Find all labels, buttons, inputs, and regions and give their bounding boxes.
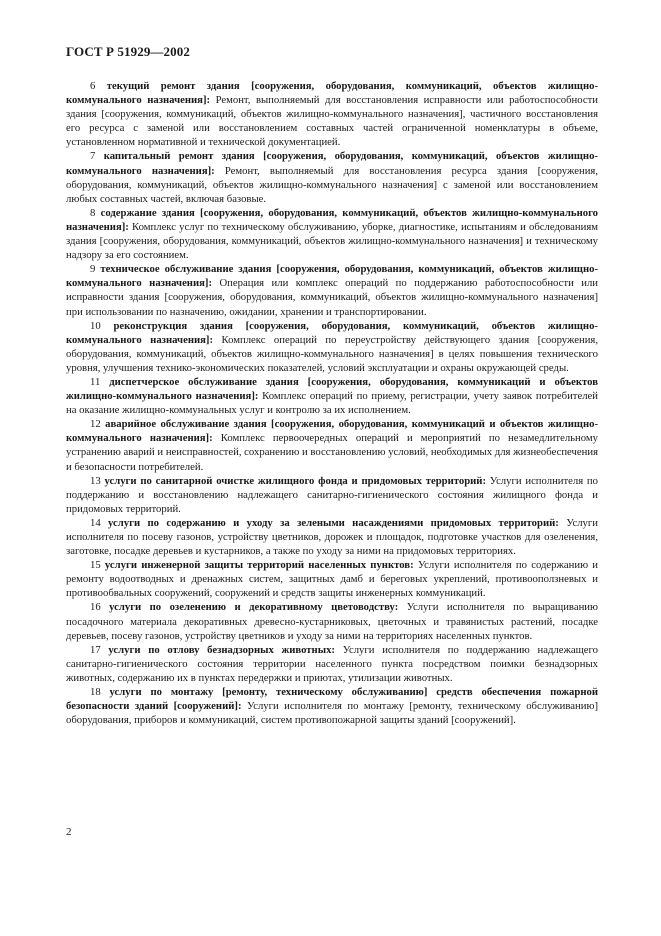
entry-number: 13 (90, 474, 101, 487)
entry-number: 15 (90, 559, 101, 572)
entry-term: услуги по санитарной очистке жилищного фонда и придомовых территорий: (104, 474, 487, 487)
entry-term: услуги инженерной защиты территорий населенных пунктов: (104, 559, 414, 572)
term-entry-13 (66, 474, 598, 516)
entry-term: услуги по содержанию и уходу за зелеными насаждениями придомовых территорий: (108, 516, 559, 529)
entry-number: 6 (90, 80, 96, 92)
term-entry-18 (66, 685, 598, 727)
entry-definition: Операция или комплекс операций по поддержанию работоспособности или исправности здания [сооружения, оборудования, коммуникаций, объектов жилищно-коммунального назначения] при использовании по назначению, ожидании, хранении и транспортировании. (66, 277, 598, 318)
entry-term: реконструкция здания [сооружения, оборудования, коммуникаций, объектов жилищно-коммунального назначения]: (66, 319, 598, 346)
entry-definition: Комплекс услуг по техническому обслуживанию, уборке, диагностике, испытаниям и обследованиям здания [сооружения, оборудования, коммуникаций, объектов жилищно-коммунального назначения] и техническому надзору за его состоянием. (66, 220, 599, 262)
entry-number: 7 (90, 150, 96, 163)
entry-term: содержание здания [сооружения, оборудования, коммуникаций, объектов жилищно-коммунального назначения]: (66, 206, 599, 233)
entry-term: услуги по озеленению и декоративному цветоводству: (109, 601, 399, 614)
entry-term: капитальный ремонт здания [сооружения, оборудования, коммуникаций, объектов жилищно-коммунального назначения]: (66, 150, 598, 177)
entry-definition: Комплекс операций по приему, регистрации, учету заявок потребителей на оказание жилищно-коммунальных услуг и контролю за их исполнением. (66, 390, 599, 417)
entry-definition: Услуги исполнителя по выращиванию посадочного материала декоративных древесно-кустарниковых, цветочных и травянистых растений, посадке деревьев, посеву газонов, устройству цветников и уходу за ними на территориях населенных пунктов. (66, 601, 598, 642)
page-header: ГОСТ Р 51929—2002 (66, 44, 190, 59)
term-entry-9 (66, 262, 598, 318)
entry-term: диспетчерское обслуживание здания [сооружения, оборудования, коммуникаций и объектов жилищно-коммунального назначения]: (66, 375, 599, 403)
entry-definition: Комплекс операций по переустройству действующего здания [сооружения, оборудования, коммуникаций, объектов жилищно-коммунального назначения] в целях повышения технического уровня, улучшения технико-экономических показателей, условий эксплуатации и охраны окружающей среды. (66, 333, 599, 374)
entry-definition: Услуги исполнителя по поддержанию и восстановлению надлежащего санитарно-гигиенического состояния жилищного фонда и придомовых территорий. (66, 474, 598, 515)
entry-number: 11 (90, 375, 101, 388)
term-entry-11 (66, 375, 598, 417)
page-number: 2 (66, 826, 72, 838)
entry-term: текущий ремонт здания [сооружения, оборудования, коммуникаций, объектов жилищно-коммунального назначения]: (66, 80, 599, 107)
term-entry-7 (66, 149, 598, 205)
entry-number: 12 (90, 418, 101, 431)
entry-term: услуги по монтажу [ремонту, техническому обслуживанию] средств обеспечения пожарной безопасности зданий [сооружений]: (66, 686, 598, 713)
term-entry-8 (66, 206, 598, 262)
term-entry-10 (66, 319, 598, 375)
entry-number: 17 (90, 643, 101, 656)
terms-list (66, 79, 598, 727)
entry-definition: Ремонт, выполняемый для восстановления ресурса здания [сооружения, оборудования, коммуникаций, объектов жилищно-коммунального назначения] с заменой или восстановлением любых составных частей, включая базовые. (66, 164, 599, 205)
entry-definition: Услуги исполнителя по содержанию и ремонту водоотводных и дренажных систем, защитных дамб и береговых укреплений, противооползневых и противообвальных сооружений, сооружений и средств защиты инженерных коммуникаций. (66, 559, 598, 600)
entry-definition: Услуги исполнителя по поддержанию надлежащего санитарно-гигиенического состояния территории населенного пункта посредством поимки безнадзорных животных, содержанию их в пунктах передержки и приютах, утилизации животных. (66, 643, 599, 684)
entry-number: 16 (90, 601, 101, 614)
term-entry-6 (66, 79, 598, 149)
entry-definition: Комплекс первоочередных операций и мероприятий по незамедлительному устранению аварий и неисправностей, сохранению и восстановлению условий, необходимых для жизнеобеспечения и безопасности потребителей. (66, 432, 599, 473)
entry-definition: Ремонт, выполняемый для восстановления исправности или работоспособности здания [сооружения, коммуникаций, объектов жилищно-коммунального назначения], частичного восстановления его ресурса с заменой или восстановлением составных частей ограниченной номенклатуры в объеме, установленном нормативной и технической документацией. (66, 94, 599, 149)
entry-number: 18 (90, 686, 101, 699)
entry-number: 9 (90, 263, 96, 276)
entry-definition: Услуги исполнителя по посеву газонов, устройству цветников, дорожек и площадок, подготовке участков для озеленения, заготовке, посадке деревьев и кустарников, а также по уходу за ними на придомовых территориях. (66, 516, 599, 558)
entry-term: услуги по отлову безнадзорных животных: (108, 643, 335, 656)
term-entry-14 (66, 516, 598, 558)
entry-number: 14 (90, 516, 101, 529)
entry-definition: Услуги исполнителя по монтажу [ремонту, техническому обслуживанию] оборудования, приборов и коммуникаций, систем противопожарной защиты зданий [сооружений]. (66, 700, 599, 727)
term-entry-17 (66, 643, 598, 685)
entry-term: техническое обслуживание здания [сооружения, оборудования, коммуникаций, объектов жилищно-коммунального назначения]: (66, 263, 599, 290)
term-entry-15 (66, 558, 598, 600)
entry-number: 8 (90, 206, 96, 219)
entry-number: 10 (90, 319, 101, 332)
term-entry-12 (66, 417, 598, 473)
entry-term: аварийное обслуживание здания [сооружения, оборудования, коммуникаций и объектов жилищно-коммунального назначения]: (66, 418, 599, 445)
term-entry-16 (66, 600, 598, 642)
